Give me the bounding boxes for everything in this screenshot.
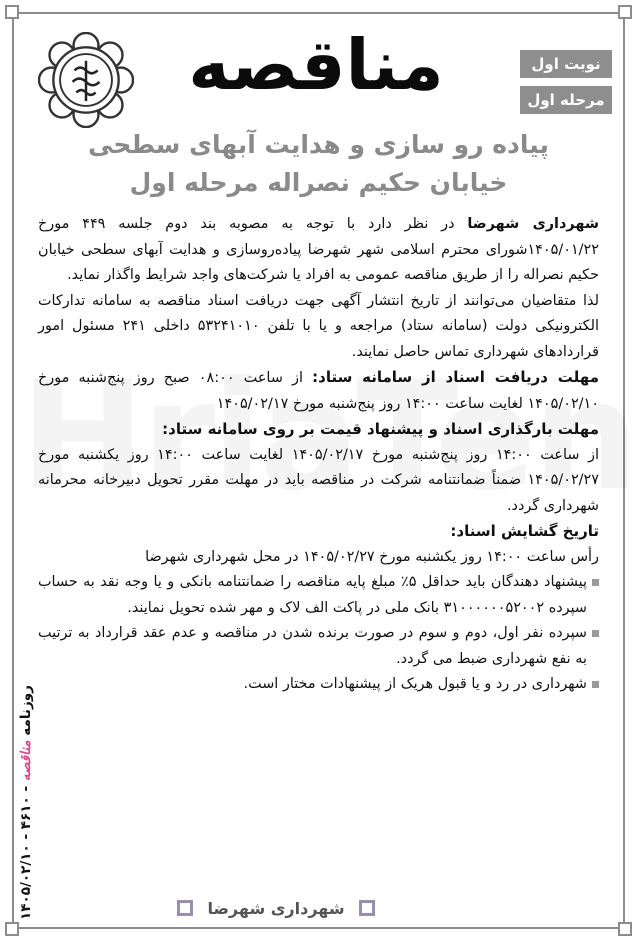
intro-text: در نظر دارد با توجه به مصوبه بند دوم جلسه ۴۴۹ مورخ ۱۴۰۵/۰۱/۲۲شورای محترم اسلامی شهر شهرضا پیاده‌روسازی و هدایت آبهای سطحی خیابان حکیم نصراله را از طریق مناقصه عمومی به افراد یا شرکت‌های واجد شرایط واگذار نماید. xyxy=(38,216,599,283)
newspaper-label: روزنامه xyxy=(18,685,34,736)
opening-text: رأس ساعت ۱۴:۰۰ روز یکشنبه مورخ ۱۴۰۵/۰۲/۲۷ در محل شهرداری شهرضا xyxy=(145,548,599,565)
page-title: مناقصه xyxy=(188,24,444,106)
frame-corner xyxy=(5,922,19,936)
frame-corner xyxy=(618,5,632,19)
list-item: سپرده نفر اول، دوم و سوم در صورت برنده شدن در مناقصه و عدم عقد قرارداد به ترتیب به نفع شهرداری ضبط می گردد. xyxy=(38,621,599,672)
issue-info: - ۴۶۱۰ - ۱۴۰۵/۰۲/۱۰ xyxy=(18,785,34,920)
footer-square-icon xyxy=(177,900,193,916)
intro-paragraph xyxy=(38,212,599,289)
list-item: شهرداری در رد و یا قبول هریک از پیشنهادات مختار است. xyxy=(38,672,599,698)
municipality-logo-icon xyxy=(38,32,134,128)
newspaper-brand: مناقصه xyxy=(18,740,34,782)
footer-square-icon xyxy=(359,900,375,916)
project-title-line1: پیاده رو سازی و هدایت آبهای سطحی xyxy=(88,130,549,159)
opening-heading: تاریخ گشایش اسناد: xyxy=(450,522,599,540)
upload-deadline-text: از ساعت ۱۴:۰۰ روز پنج‌شنبه مورخ ۱۴۰۵/۰۲/۱۷ لغایت ساعت ۱۴:۰۰ روز یکشنبه مورخ ۱۴۰۵/۰۲/۲۷ ضمناً ضمانتنامه شرکت در مناقصه باید در مهلت مقرر تحویل دبیرخانه محرمانه شهرداری گردد. xyxy=(38,446,599,514)
frame-corner xyxy=(5,5,19,19)
newspaper-info xyxy=(18,685,34,920)
receive-deadline xyxy=(38,365,599,417)
newspaper-sidebar xyxy=(3,520,33,920)
receive-deadline-heading: مهلت دریافت اسناد از سامانه ستاد: xyxy=(312,368,599,386)
footer xyxy=(170,893,382,923)
announcement-body xyxy=(38,212,599,698)
stage-badge: مرحله اول xyxy=(520,86,612,114)
turn-badge: نوبت اول xyxy=(520,50,612,78)
contact-paragraph: لذا متقاضیان می‌توانند از تاریخ انتشار آگهی جهت دریافت اسناد مناقصه به سامانه تدارکات الکترونیکی دولت (سامانه ستاد) مراجعه و یا با تلفن ۵۳۲۴۱۰۱۰ داخلی ۲۴۱ مسئول امور قراردادهای شهرداری تماس حاصل نمایند. xyxy=(38,292,599,360)
footer-issuer: شهرداری شهرضا xyxy=(207,898,345,918)
issuer-name: شهرداری شهرضا xyxy=(467,216,599,232)
frame-corner xyxy=(618,922,632,936)
list-item: پیشنهاد دهندگان باید حداقل ۵٪ مبلغ پایه مناقصه را ضمانتنامه بانکی و یا وجه نقد به حساب سپرده ۳۱۰۰۰۰۰۰۵۲۰۰۲ بانک ملی در پاکت الف لاک و مهر شده تحویل نمایند. xyxy=(38,570,599,621)
project-title-line2: خیابان حکیم نصراله مرحله اول xyxy=(129,168,508,197)
upload-deadline-heading: مهلت بارگذاری اسناد و پیشنهاد قیمت بر روی سامانه ستاد: xyxy=(162,420,599,438)
receive-deadline-text: از ساعت ۰۸:۰۰ صبح روز پنج‌شنبه مورخ ۱۴۰۵/۰۲/۱۰ لغایت ساعت ۱۴:۰۰ روز پنج‌شنبه مورخ ۱۴۰۵/۰۲/۱۷ xyxy=(38,370,599,412)
